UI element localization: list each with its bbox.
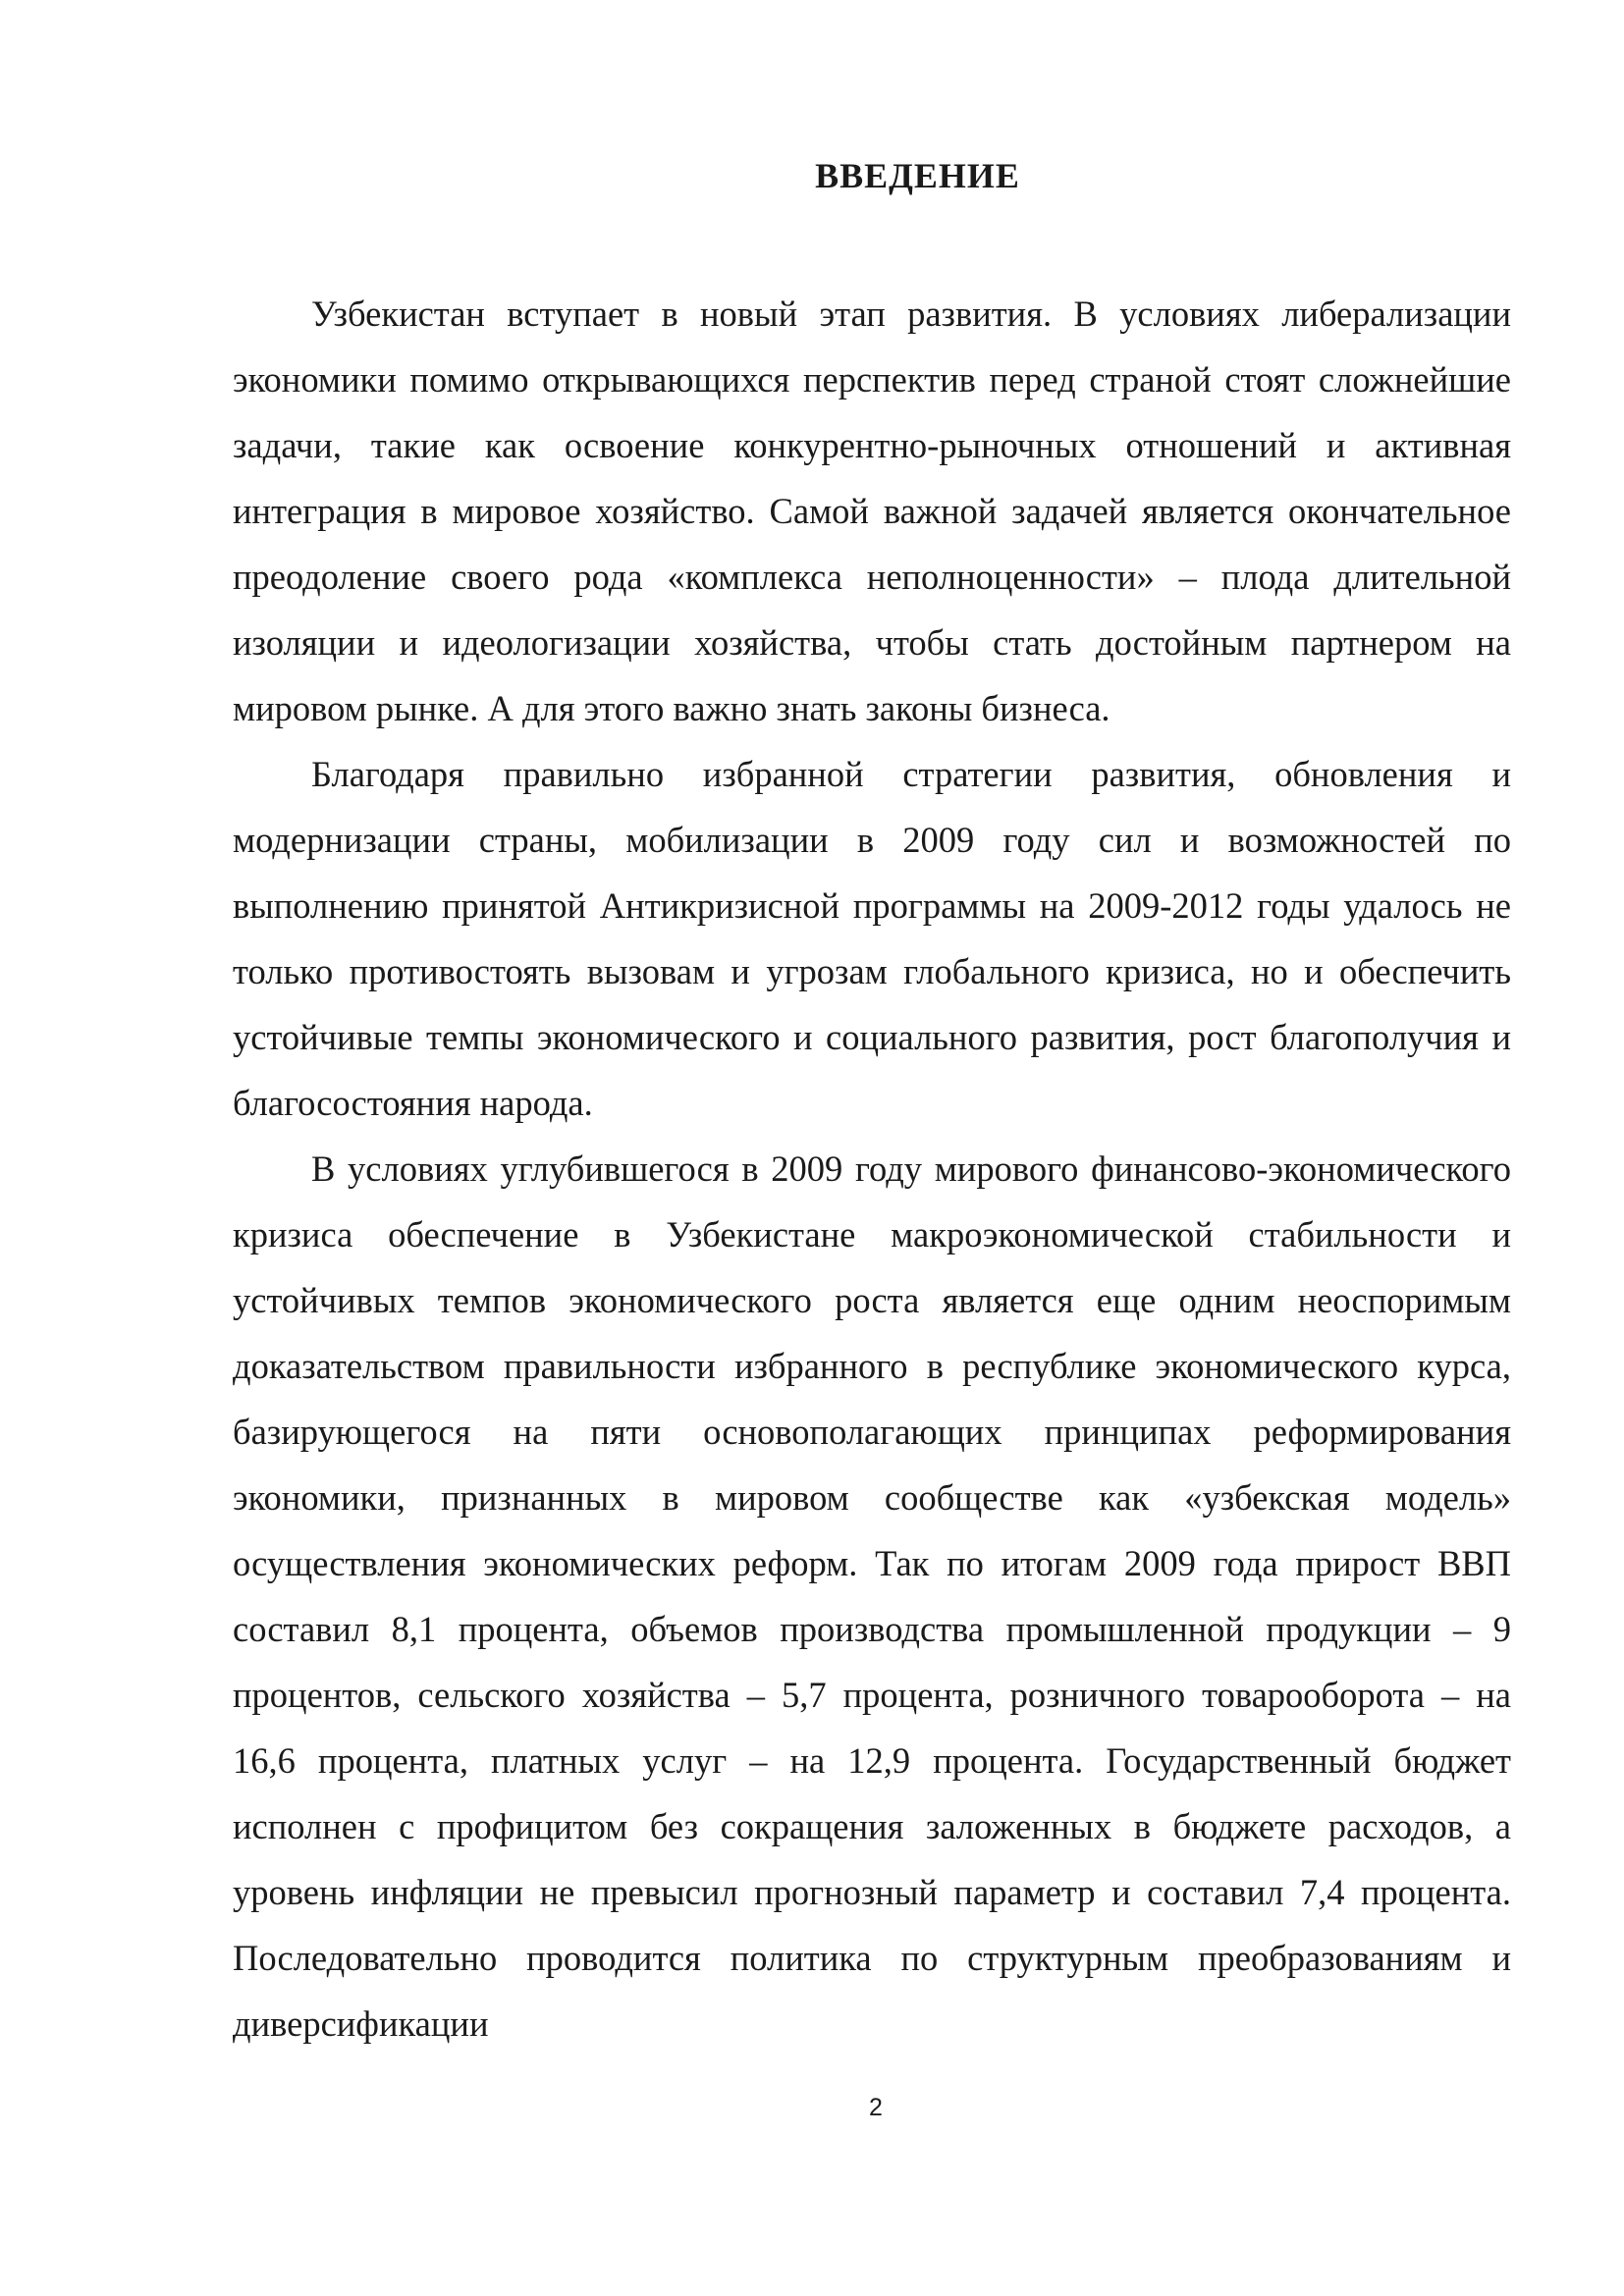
paragraph-3: В условиях углубившегося в 2009 году мирового финансово-экономического кризиса обеспечение в Узбекистане макроэкономической стабильности и устойчивых темпов экономического роста является еще одним неоспоримым доказательством правильности избранного в республике экономического курса, базирующегося на пяти основополагающих принципах реформирования экономики, признанных в мировом сообществе как «узбекская модель» осуществления экономических реформ. Так по итогам 2009 года прирост ВВП составил 8,1 процента, объемов производства промышленной продукции – 9 процентов, сельского хозяйства – 5,7 процента, розничного товарооборота – на 16,6 процента, платных услуг – на 12,9 процента. Государственный бюджет исполнен с профицитом без сокращения заложенных в бюджете расходов, а уровень инфляции не превысил прогнозный параметр и составил 7,4 процента. Последовательно проводится политика по структурным преобразованиям и диверсификации	[233, 1148, 1511, 2044]
page-title: ВВЕДЕНИЕ	[815, 156, 1020, 195]
page-number: 2	[869, 2094, 883, 2121]
paragraph-1: Узбекистан вступает в новый этап развития. В условиях либерализации экономики помимо открывающихся перспектив перед страной стоят сложнейшие задачи, такие как освоение конкурентно-рыночных отношений и активная интеграция в мировое хозяйство. Самой важной задачей является окончательное преодоление своего рода «комплекса неполноценности» – плода длительной изоляции и идеологизации хозяйства, чтобы стать достойным партнером на мировом рынке. А для этого важно знать законы бизнеса.	[233, 294, 1511, 728]
paragraph-2: Благодаря правильно избранной стратегии развития, обновления и модернизации страны, мобилизации в 2009 году сил и возможностей по выполнению принятой Антикризисной программы на 2009-2012 годы удалось не только противостоять вызовам и угрозам глобального кризиса, но и обеспечить устойчивые темпы экономического и социального развития, рост благополучия и благосостояния народа.	[233, 754, 1511, 1123]
document-body	[233, 281, 1511, 2056]
